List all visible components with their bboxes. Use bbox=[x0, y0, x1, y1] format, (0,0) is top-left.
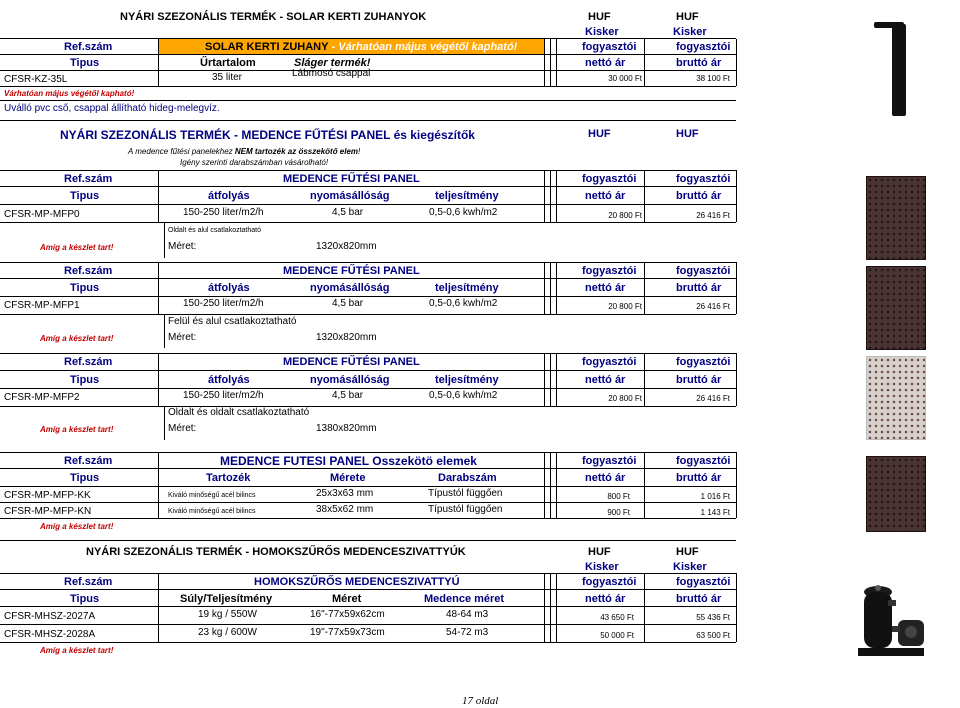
pump-row1-pool: 54-72 m3 bbox=[446, 627, 489, 638]
pump-header-meret: Méret bbox=[332, 593, 362, 605]
block0-connection: Oldalt és alul csatlakoztatható bbox=[168, 227, 261, 234]
pump-row1-gross: 63 500 Ft bbox=[696, 631, 730, 640]
pump-header-product: HOMOKSZŰRŐS MEDENCESZIVATTYÚ bbox=[254, 576, 460, 588]
block2-stock: Amíg a készlet tart! bbox=[40, 425, 114, 434]
elemek-row1-qty: Típustól függően bbox=[428, 504, 503, 515]
pump-header-medence: Medence méret bbox=[424, 593, 505, 605]
pump-col-huf-1: HUF bbox=[588, 546, 611, 558]
elemek-ref-header: Ref.szám bbox=[64, 455, 113, 467]
elemek-merete: Mérete bbox=[330, 472, 366, 484]
panel-image-2 bbox=[866, 356, 926, 440]
block2-size-label: Méret: bbox=[168, 423, 197, 434]
block0-pressure: 4,5 bar bbox=[332, 207, 364, 218]
elemek-product-header: MEDENCE FUTESI PANEL Osszekötö elemek bbox=[220, 454, 477, 468]
col-kisker-2: Kisker bbox=[673, 26, 707, 38]
block1-ref: CFSR-MP-MFP1 bbox=[4, 300, 80, 311]
header-brutto: bruttó ár bbox=[676, 57, 722, 69]
elemek-row0-size: 25x3x63 mm bbox=[316, 488, 374, 499]
elemek-brutto: bruttó ár bbox=[676, 472, 722, 484]
header-urtartalom: Űrtartalom bbox=[200, 57, 256, 69]
block2-fogy-2: fogyasztói bbox=[676, 356, 731, 368]
pump-header-tipus: Tipus bbox=[70, 593, 100, 605]
block0-gross: 26 416 Ft bbox=[696, 211, 730, 220]
pump-row0-net: 43 650 Ft bbox=[600, 613, 634, 622]
medence-intro-2: Igény szerinti darabszámban vásárolható! bbox=[180, 158, 329, 167]
block1-gross: 26 416 Ft bbox=[696, 302, 730, 311]
elemek-row0-gross: 1 016 Ft bbox=[700, 492, 730, 501]
elemek-row1-gross: 1 143 Ft bbox=[700, 508, 730, 517]
medence-col-huf-2: HUF bbox=[676, 128, 699, 140]
block1-power: 0,5-0,6 kwh/m2 bbox=[429, 298, 498, 309]
elemek-fogy-2: fogyasztói bbox=[676, 455, 731, 467]
block1-connection: Felül és alul csatlakoztatható bbox=[168, 316, 297, 327]
block1-product-header: MEDENCE FŰTÉSI PANEL bbox=[283, 265, 420, 277]
panel-image-3 bbox=[866, 456, 926, 532]
block1-brutto: bruttó ár bbox=[676, 282, 722, 294]
elemek-stock: Amíg a készlet tart! bbox=[40, 522, 114, 531]
header-fogyasztoi-2: fogyasztói bbox=[676, 41, 731, 53]
section-title-pump: NYÁRI SZEZONÁLIS TERMÉK - HOMOKSZŰRŐS MEDENCESZIVATTYÚK bbox=[86, 546, 466, 558]
block1-netto: nettó ár bbox=[585, 282, 626, 294]
block2-net: 20 800 Ft bbox=[608, 394, 642, 403]
pump-row1-size: 19"-77x59x73cm bbox=[310, 627, 385, 638]
header-product: SOLAR KERTI ZUHANY - Várhatóan május végétől kapható! bbox=[205, 41, 518, 53]
solar-type: Lábmosó csappal bbox=[292, 68, 371, 79]
block0-power: 0,5-0,6 kwh/m2 bbox=[429, 207, 498, 218]
elemek-row1-desc: Kiváló minőségű acél bilincs bbox=[168, 508, 256, 515]
col-huf-1: HUF bbox=[588, 11, 611, 23]
elemek-netto: nettó ár bbox=[585, 472, 626, 484]
pump-col-huf-2: HUF bbox=[676, 546, 699, 558]
elemek-tartozek: Tartozék bbox=[206, 472, 251, 484]
block0-fogy-1: fogyasztói bbox=[582, 173, 637, 185]
pump-header-brutto: bruttó ár bbox=[676, 593, 722, 605]
block1-nyomas: nyomásállóság bbox=[310, 282, 390, 294]
pump-header-ref: Ref.szám bbox=[64, 576, 113, 588]
elemek-fogy-1: fogyasztói bbox=[582, 455, 637, 467]
block1-size-label: Méret: bbox=[168, 332, 197, 343]
pump-row0-pool: 48-64 m3 bbox=[446, 609, 489, 620]
pump-row1-weight: 23 kg / 600W bbox=[198, 627, 257, 638]
elemek-darabszam: Darabszám bbox=[438, 472, 497, 484]
panel-image-0 bbox=[866, 176, 926, 260]
pump-row0-ref: CFSR-MHSZ-2027A bbox=[4, 611, 96, 622]
block2-size: 1380x820mm bbox=[316, 423, 377, 434]
solar-gross: 38 100 Ft bbox=[696, 74, 730, 83]
block0-size-label: Méret: bbox=[168, 241, 197, 252]
block2-atfolyas: átfolyás bbox=[208, 374, 250, 386]
block2-product-header: MEDENCE FŰTÉSI PANEL bbox=[283, 356, 420, 368]
header-slager: Sláger termék! bbox=[294, 57, 371, 69]
solar-shower-image bbox=[892, 24, 906, 116]
block2-brutto: bruttó ár bbox=[676, 374, 722, 386]
elemek-row1-size: 38x5x62 mm bbox=[316, 504, 374, 515]
block1-tipus: Tipus bbox=[70, 282, 100, 294]
pump-header-suly: Súly/Teljesítmény bbox=[180, 593, 273, 605]
block0-telj: teljesítmény bbox=[435, 190, 499, 202]
elemek-row0-desc: Kiváló minőségű acél bilincs bbox=[168, 492, 256, 499]
medence-col-huf-1: HUF bbox=[588, 128, 611, 140]
section-title-medence: NYÁRI SZEZONÁLIS TERMÉK - MEDENCE FŰTÉSI PANEL és kiegészítők bbox=[60, 128, 475, 142]
elemek-row1-ref: CFSR-MP-MFP-KN bbox=[4, 506, 92, 517]
pump-stock: Amíg a készlet tart! bbox=[40, 646, 114, 655]
block0-net: 20 800 Ft bbox=[608, 211, 642, 220]
block0-atfolyas: átfolyás bbox=[208, 190, 250, 202]
pump-row0-size: 16"-77x59x62cm bbox=[310, 609, 385, 620]
elemek-row1-net: 900 Ft bbox=[607, 508, 630, 517]
pump-col-kisker-1: Kisker bbox=[585, 561, 619, 573]
block1-net: 20 800 Ft bbox=[608, 302, 642, 311]
block0-ref: CFSR-MP-MFP0 bbox=[4, 209, 80, 220]
pump-row1-ref: CFSR-MHSZ-2028A bbox=[4, 629, 96, 640]
header-fogyasztoi-1: fogyasztói bbox=[582, 41, 637, 53]
block0-size: 1320x820mm bbox=[316, 241, 377, 252]
elemek-tipus: Tipus bbox=[70, 472, 100, 484]
pump-header-fogy-1: fogyasztói bbox=[582, 576, 637, 588]
block1-stock: Amíg a készlet tart! bbox=[40, 334, 114, 343]
header-tipus: Tipus bbox=[70, 57, 100, 69]
section-title-solar: NYÁRI SZEZONÁLIS TERMÉK - SOLAR KERTI ZUHANYOK bbox=[120, 11, 427, 23]
block2-gross: 26 416 Ft bbox=[696, 394, 730, 403]
block2-netto: nettó ár bbox=[585, 374, 626, 386]
pump-col-kisker-2: Kisker bbox=[673, 561, 707, 573]
block2-ref: CFSR-MP-MFP2 bbox=[4, 392, 80, 403]
block2-pressure: 4,5 bar bbox=[332, 390, 364, 401]
block0-ref-header: Ref.szám bbox=[64, 173, 113, 185]
block0-fogy-2: fogyasztói bbox=[676, 173, 731, 185]
block2-connection: Oldalt és oldalt csatlakoztatható bbox=[168, 407, 310, 418]
solar-note-description: Uválló pvc cső, csappal állítható hideg-melegvíz. bbox=[4, 103, 220, 114]
block0-stock: Amíg a készlet tart! bbox=[40, 243, 114, 252]
panel-image-1 bbox=[866, 266, 926, 350]
header-ref: Ref.szám bbox=[64, 41, 113, 53]
block0-product-header: MEDENCE FŰTÉSI PANEL bbox=[283, 173, 420, 185]
block2-nyomas: nyomásállóság bbox=[310, 374, 390, 386]
block2-power: 0,5-0,6 kwh/m2 bbox=[429, 390, 498, 401]
header-netto: nettó ár bbox=[585, 57, 626, 69]
col-huf-2: HUF bbox=[676, 11, 699, 23]
block0-brutto: bruttó ár bbox=[676, 190, 722, 202]
block2-tipus: Tipus bbox=[70, 374, 100, 386]
solar-net: 30 000 Ft bbox=[608, 74, 642, 83]
block1-pressure: 4,5 bar bbox=[332, 298, 364, 309]
pump-row1-net: 50 000 Ft bbox=[600, 631, 634, 640]
pump-image bbox=[848, 570, 938, 660]
block2-fogy-1: fogyasztói bbox=[582, 356, 637, 368]
block1-ref-header: Ref.szám bbox=[64, 265, 113, 277]
pump-header-fogy-2: fogyasztói bbox=[676, 576, 731, 588]
pump-row0-weight: 19 kg / 550W bbox=[198, 609, 257, 620]
block0-nyomas: nyomásállóság bbox=[310, 190, 390, 202]
pump-header-netto: nettó ár bbox=[585, 593, 626, 605]
block0-flow: 150-250 liter/m2/h bbox=[183, 207, 264, 218]
elemek-row0-net: 800 Ft bbox=[607, 492, 630, 501]
page-number: 17 oldal bbox=[462, 695, 499, 707]
solar-capacity: 35 liter bbox=[212, 72, 243, 83]
elemek-row0-ref: CFSR-MP-MFP-KK bbox=[4, 490, 91, 501]
block1-telj: teljesítmény bbox=[435, 282, 499, 294]
solar-ref: CFSR-KZ-35L bbox=[4, 74, 68, 85]
block1-size: 1320x820mm bbox=[316, 332, 377, 343]
block1-flow: 150-250 liter/m2/h bbox=[183, 298, 264, 309]
block2-flow: 150-250 liter/m2/h bbox=[183, 390, 264, 401]
solar-note-availability: Várhatóan május végétől kapható! bbox=[4, 89, 135, 98]
block0-tipus: Tipus bbox=[70, 190, 100, 202]
elemek-row0-qty: Típustól függően bbox=[428, 488, 503, 499]
col-kisker-1: Kisker bbox=[585, 26, 619, 38]
block1-atfolyas: átfolyás bbox=[208, 282, 250, 294]
block2-telj: teljesítmény bbox=[435, 374, 499, 386]
medence-intro: A medence fűtési panelekhez NEM tartozék az összekötő elem! bbox=[128, 147, 361, 156]
block1-fogy-2: fogyasztói bbox=[676, 265, 731, 277]
block1-fogy-1: fogyasztói bbox=[582, 265, 637, 277]
pump-row0-gross: 55 436 Ft bbox=[696, 613, 730, 622]
block0-netto: nettó ár bbox=[585, 190, 626, 202]
block2-ref-header: Ref.szám bbox=[64, 356, 113, 368]
